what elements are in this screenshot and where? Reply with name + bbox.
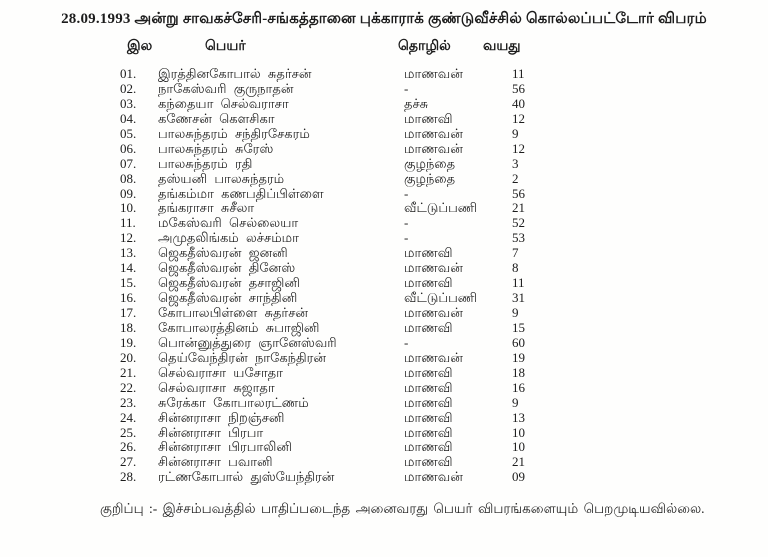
victim-name: ஜெகதீஸ்வரன் ஜனனி (158, 245, 288, 261)
table-row (0, 351, 768, 366)
table-row (0, 82, 768, 97)
row-number: 04. (120, 110, 137, 126)
victim-name: சின்னராசா பிரபா (158, 424, 264, 440)
occupation-cell: மாணவி (404, 439, 453, 455)
row-number: 21. (120, 364, 137, 380)
occupation-cell: மாணவி (404, 409, 453, 425)
victim-name: செல்வராசா யசோதா (158, 364, 283, 380)
age-cell: 7 (512, 245, 519, 261)
table-row (0, 67, 768, 82)
occupation-cell: மாணவி (404, 245, 453, 261)
column-header-occupation: தொழில் (398, 39, 451, 54)
row-number: 14. (120, 260, 137, 276)
age-cell: 21 (512, 454, 525, 470)
age-cell: 40 (512, 95, 525, 111)
table-row (0, 261, 768, 276)
row-number: 08. (120, 170, 137, 186)
row-number: 24. (120, 409, 137, 425)
row-number: 23. (120, 394, 137, 410)
table-row (0, 97, 768, 112)
occupation-cell: மாணவி (404, 275, 453, 291)
table-row (0, 157, 768, 172)
victim-name: பாலசுந்தரம் சந்திரசேகரம் (158, 125, 310, 141)
occupation-cell: மாணவி (404, 379, 453, 395)
occupation-cell: குழந்தை (404, 155, 456, 171)
occupation-cell: மாணவி (404, 319, 453, 335)
row-number: 15. (120, 275, 137, 291)
table-row (0, 321, 768, 336)
table-row (0, 216, 768, 231)
row-number: 19. (120, 334, 137, 350)
age-cell: 56 (512, 185, 525, 201)
table-row (0, 231, 768, 246)
victim-name: தஸ்யனி பாலசுந்தரம் (158, 170, 285, 186)
age-cell: 19 (512, 349, 525, 365)
age-cell: 9 (512, 125, 519, 141)
row-number: 02. (120, 80, 137, 96)
age-cell: 8 (512, 260, 519, 276)
victim-name: கோபாலரத்தினம் சுபாஜினி (158, 319, 320, 335)
row-number: 28. (120, 469, 137, 485)
column-header-age: வயது (483, 39, 521, 54)
occupation-cell: தச்சு (404, 95, 429, 111)
table-row (0, 470, 768, 485)
occupation-cell: மாணவன் (404, 305, 463, 320)
occupation-cell: மாணவன் (404, 66, 463, 81)
age-cell: 09 (512, 469, 525, 485)
victim-name: சின்னராசா நிறஞ்சனி (158, 409, 285, 425)
occupation-cell: மாணவன் (404, 260, 463, 276)
footnote: குறிப்பு :- இச்சம்பவத்தில் பாதிப்படைந்த அனைவரது பெயர் விபரங்களையும் பெறமுடியவில்லை. (100, 501, 705, 516)
table-header-row (0, 39, 768, 55)
row-number: 07. (120, 155, 137, 171)
victim-name: தங்கம்மா கணபதிப்பிள்ளை (158, 185, 324, 201)
age-cell: 12 (512, 110, 525, 126)
age-cell: 11 (512, 275, 525, 291)
occupation-cell: - (404, 230, 409, 246)
victim-name: கோபாலபிள்ளை சுதர்சன் (158, 305, 309, 320)
row-number: 18. (120, 319, 137, 335)
age-cell: 2 (512, 170, 519, 186)
occupation-cell: - (404, 334, 409, 350)
table-row (0, 426, 768, 441)
table-row (0, 172, 768, 187)
age-cell: 12 (512, 140, 525, 156)
occupation-cell: வீட்டுப்பணி (404, 290, 478, 306)
row-number: 05. (120, 125, 137, 141)
occupation-cell: மாணவி (404, 394, 453, 410)
occupation-cell: மாணவன் (404, 469, 463, 485)
victim-name: அமுதலிங்கம் லச்சம்மா (158, 230, 299, 246)
row-number: 03. (120, 95, 137, 111)
table-row (0, 306, 768, 321)
victim-name: சின்னராசா பிரபாலினி (158, 439, 292, 455)
row-number: 22. (120, 379, 137, 395)
table-row (0, 276, 768, 291)
table-row (0, 142, 768, 157)
occupation-cell: - (404, 215, 409, 231)
occupation-cell: மாணவன் (404, 349, 463, 365)
occupation-cell: மாணவி (404, 364, 453, 380)
column-header-number: இல (127, 39, 153, 54)
row-number: 09. (120, 185, 137, 201)
age-cell: 13 (512, 409, 525, 425)
table-row (0, 187, 768, 202)
age-cell: 15 (512, 319, 525, 335)
occupation-cell: - (404, 185, 409, 201)
table-row (0, 336, 768, 351)
victim-name: சுரேக்கா கோபாலரட்ணம் (158, 394, 309, 410)
occupation-cell: மாணவன் (404, 125, 463, 141)
row-number: 10. (120, 200, 137, 216)
age-cell: 3 (512, 155, 519, 171)
table-row (0, 291, 768, 306)
row-number: 16. (120, 290, 137, 306)
table-row (0, 396, 768, 411)
victim-name: பாலசுந்தரம் சுரேஸ் (158, 140, 274, 156)
age-cell: 31 (512, 290, 525, 306)
occupation-cell: மாணவி (404, 454, 453, 470)
row-number: 26. (120, 439, 137, 455)
age-cell: 10 (512, 439, 525, 455)
column-header-name: பெயர் (205, 39, 246, 54)
occupation-cell: மாணவன் (404, 140, 463, 156)
victim-name: பாலசுந்தரம் ரதி (158, 155, 253, 171)
victim-name: மகேஸ்வரி செல்லையா (158, 215, 299, 231)
victims-table (0, 67, 768, 485)
occupation-cell: மாணவி (404, 424, 453, 440)
victim-name: கணேசன் கௌசிகா (158, 110, 275, 126)
victim-name: தங்கராசா சுசீலா (158, 200, 255, 216)
victim-name: ஜெகதீஸ்வரன் சாந்தினி (158, 290, 298, 306)
victim-name: கந்தையா செல்வராசா (158, 95, 289, 111)
victim-name: ஜெகதீஸ்வரன் தசாஜினி (158, 275, 300, 291)
table-row (0, 440, 768, 455)
row-number: 11. (120, 215, 136, 231)
victim-name: தெய்வேந்திரன் நாகேந்திரன் (158, 349, 326, 365)
row-number: 13. (120, 245, 137, 261)
age-cell: 52 (512, 215, 525, 231)
victim-name: செல்வராசா சுஜாதா (158, 379, 275, 395)
occupation-cell: குழந்தை (404, 170, 456, 186)
table-row (0, 201, 768, 216)
age-cell: 56 (512, 80, 525, 96)
row-number: 06. (120, 140, 137, 156)
table-row (0, 411, 768, 426)
victim-name: நாகேஸ்வரி குருநாதன் (158, 80, 294, 96)
age-cell: 9 (512, 305, 519, 320)
age-cell: 53 (512, 230, 525, 246)
victim-name: ரட்ணகோபால் துஸ்யேந்திரன் (158, 469, 335, 485)
occupation-cell: வீட்டுப்பணி (404, 200, 478, 216)
victim-name: இரத்தினகோபால் சுதர்சன் (158, 66, 312, 81)
age-cell: 18 (512, 364, 525, 380)
row-number: 20. (120, 349, 137, 365)
occupation-cell: மாணவி (404, 110, 453, 126)
table-row (0, 112, 768, 127)
victim-name: பொன்னுத்துரை ஞானேஸ்வரி (158, 334, 337, 350)
row-number: 25. (120, 424, 137, 440)
table-row (0, 455, 768, 470)
age-cell: 16 (512, 379, 525, 395)
table-row (0, 381, 768, 396)
row-number: 27. (120, 454, 137, 470)
age-cell: 60 (512, 334, 525, 350)
table-row (0, 366, 768, 381)
page-title: 28.09.1993 அன்று சாவகச்சேரி-சங்கத்தானை புக்காராக் குண்டுவீச்சில் கொல்லப்பட்டோர் விபரம் (61, 11, 707, 27)
row-number: 17. (120, 305, 137, 320)
table-row (0, 246, 768, 261)
victim-name: ஜெகதீஸ்வரன் தினேஸ் (158, 260, 296, 276)
occupation-cell: - (404, 80, 409, 96)
row-number: 01. (120, 66, 137, 81)
row-number: 12. (120, 230, 137, 246)
age-cell: 10 (512, 424, 525, 440)
age-cell: 11 (512, 66, 525, 81)
table-row (0, 127, 768, 142)
age-cell: 9 (512, 394, 519, 410)
age-cell: 21 (512, 200, 525, 216)
victim-name: சின்னராசா பவானி (158, 454, 273, 470)
